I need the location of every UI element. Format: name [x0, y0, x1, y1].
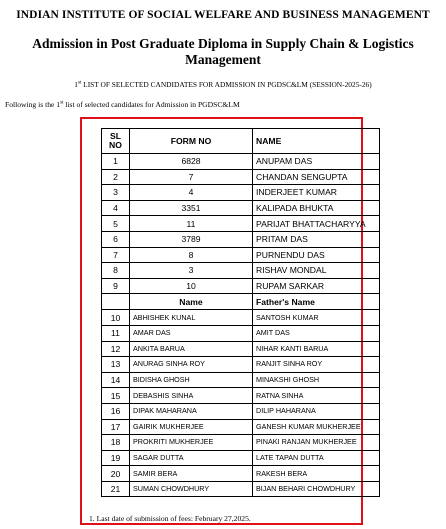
- form-no-cell: 3789: [130, 231, 253, 247]
- sl-cell: 11: [102, 325, 130, 341]
- candidate-name-cell: ANKITA BARUA: [130, 341, 253, 357]
- father-name-cell: RANJIT SINHA ROY: [253, 357, 380, 373]
- candidate-name-cell: AMAR DAS: [130, 325, 253, 341]
- sl-cell: 19: [102, 450, 130, 466]
- father-name-cell: GANESH KUMAR MUKHERJEE: [253, 419, 380, 435]
- sl-cell: 5: [102, 216, 130, 232]
- name-cell: PARIJAT BHATTACHARYYA: [253, 216, 380, 232]
- table-row: [102, 310, 380, 326]
- father-name-cell: RAKESH BERA: [253, 466, 380, 482]
- sl-cell: 21: [102, 481, 130, 497]
- intro-text: list of selected candidates for Admission in PGDSC&LM: [63, 100, 240, 109]
- page-title: Admission in Post Graduate Diploma in Supply Chain & Logistics Management: [32, 36, 414, 67]
- candidate-name-cell: SAMIR BERA: [130, 466, 253, 482]
- candidate-name-cell: PROKRITI MUKHERJEE: [130, 435, 253, 451]
- table-header-row: [102, 129, 380, 154]
- candidate-name-cell: DEBASHIS SINHA: [130, 388, 253, 404]
- father-name-cell: BIJAN BEHARI CHOWDHURY: [253, 481, 380, 497]
- sl-cell: 7: [102, 247, 130, 263]
- institute-name: INDIAN INSTITUTE OF SOCIAL WELFARE AND BUSINESS MANAGEMENT: [16, 9, 430, 21]
- father-name-cell: MINAKSHI GHOSH: [253, 372, 380, 388]
- table-row: [102, 216, 380, 232]
- sl-no-header: [102, 129, 130, 154]
- table-row: [102, 247, 380, 263]
- candidates-table: [101, 128, 380, 497]
- father-name-cell: DILIP HAHARANA: [253, 403, 380, 419]
- sl-cell: 2: [102, 169, 130, 185]
- candidate-name-cell: SUMAN CHOWDHURY: [130, 481, 253, 497]
- intro-line: [5, 100, 240, 109]
- table-row: [102, 466, 380, 482]
- name-cell: ANUPAM DAS: [253, 154, 380, 170]
- candidate-name-cell: ANURAG SINHA ROY: [130, 357, 253, 373]
- father-name-cell: LATE TAPAN DUTTA: [253, 450, 380, 466]
- sl-cell: 15: [102, 388, 130, 404]
- table-row: [102, 403, 380, 419]
- table-row: [102, 278, 380, 294]
- candidate-name-cell: SAGAR DUTTA: [130, 450, 253, 466]
- table-row: [102, 419, 380, 435]
- name-cell: PRITAM DAS: [253, 231, 380, 247]
- table-row: [102, 154, 380, 170]
- candidate-name-cell: GAIRIK MUKHERJEE: [130, 419, 253, 435]
- father-name-cell: AMIT DAS: [253, 325, 380, 341]
- table-row: [102, 169, 380, 185]
- sl-cell: 12: [102, 341, 130, 357]
- form-no-cell: 8: [130, 247, 253, 263]
- table-row: [102, 200, 380, 216]
- form-no-cell: 10: [130, 278, 253, 294]
- sl-cell: 20: [102, 466, 130, 482]
- form-no-header: FORM NO: [130, 129, 253, 154]
- candidate-name-cell: BIDISHA GHOSH: [130, 372, 253, 388]
- father-name-cell: RATNA SINHA: [253, 388, 380, 404]
- name-cell: PURNENDU DAS: [253, 247, 380, 263]
- sl-cell: 17: [102, 419, 130, 435]
- form-no-cell: 7: [130, 169, 253, 185]
- table-row: [102, 372, 380, 388]
- table-row: [102, 231, 380, 247]
- name-cell: RISHAV MONDAL: [253, 263, 380, 279]
- sl-header-line1: SL: [110, 131, 121, 141]
- form-no-cell: 11: [130, 216, 253, 232]
- sl-cell: 6: [102, 231, 130, 247]
- sl-cell: 4: [102, 200, 130, 216]
- table-row: [102, 341, 380, 357]
- table-row: [102, 388, 380, 404]
- table-row: [102, 325, 380, 341]
- name-cell: INDERJEET KUMAR: [253, 185, 380, 201]
- father-name-cell: SANTOSH KUMAR: [253, 310, 380, 326]
- intro-prefix: Following is the 1: [5, 100, 61, 109]
- form-no-cell: 4: [130, 185, 253, 201]
- table-row: [102, 435, 380, 451]
- sl-cell: 13: [102, 357, 130, 373]
- sl-cell: 9: [102, 278, 130, 294]
- name-cell: KALIPADA BHUKTA: [253, 200, 380, 216]
- name-cell: CHANDAN SENGUPTA: [253, 169, 380, 185]
- candidate-name-cell: ABHISHEK KUNAL: [130, 310, 253, 326]
- sl-cell: 18: [102, 435, 130, 451]
- form-no-cell: 6828: [130, 154, 253, 170]
- sl-cell: 10: [102, 310, 130, 326]
- candidate-name-cell: DIPAK MAHARANA: [130, 403, 253, 419]
- section-blank-cell: [102, 294, 130, 310]
- sl-cell: 1: [102, 154, 130, 170]
- sl-cell: 16: [102, 403, 130, 419]
- form-no-cell: 3351: [130, 200, 253, 216]
- sl-cell: 3: [102, 185, 130, 201]
- father-name-cell: NIHAR KANTI BARUA: [253, 341, 380, 357]
- table-row: [102, 481, 380, 497]
- fee-deadline-note: 1. Last date of submission of fees: February 27,2025.: [89, 514, 251, 523]
- section-name-header: Name: [130, 294, 253, 310]
- name-cell: RUPAM SARKAR: [253, 278, 380, 294]
- father-name-cell: PINAKI RANJAN MUKHERJEE: [253, 435, 380, 451]
- table-row: [102, 450, 380, 466]
- table-row: [102, 185, 380, 201]
- section-header-row: [102, 294, 380, 310]
- subtitle-superscript: st: [77, 80, 82, 86]
- intro-superscript: st: [60, 100, 64, 106]
- sl-cell: 14: [102, 372, 130, 388]
- list-subtitle: [0, 80, 446, 89]
- name-header: NAME: [253, 129, 380, 154]
- form-no-cell: 3: [130, 263, 253, 279]
- subtitle-number: 1: [74, 80, 78, 89]
- subtitle-text: LIST OF SELECTED CANDIDATES FOR ADMISSION IN PGDSC&LM (SESSION-2025-26): [81, 80, 372, 89]
- section-father-header: Father's Name: [253, 294, 380, 310]
- sl-header-line2: NO: [109, 140, 122, 150]
- table-row: [102, 263, 380, 279]
- sl-cell: 8: [102, 263, 130, 279]
- table-row: [102, 357, 380, 373]
